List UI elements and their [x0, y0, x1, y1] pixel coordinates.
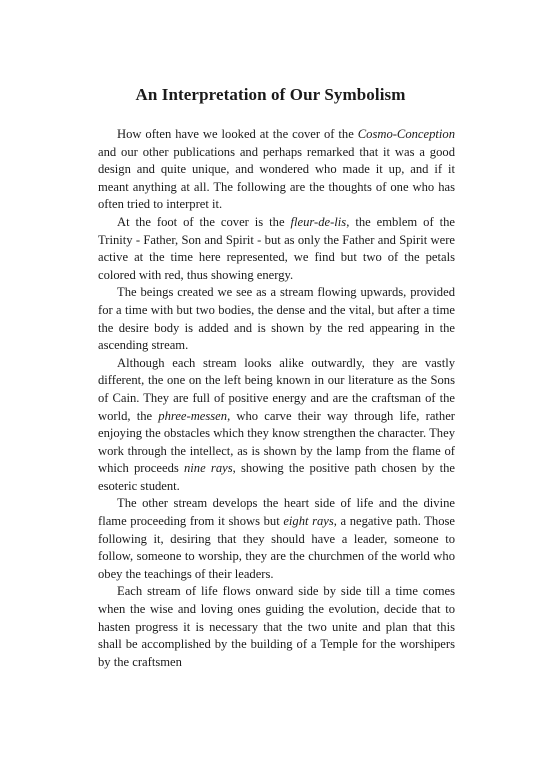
text-run: , showing the positive path chosen by the esoteric student. [98, 461, 455, 493]
italic-text: Cosmo-Conception [357, 127, 455, 141]
paragraph [98, 355, 455, 496]
page-title: An Interpretation of Our Symbolism [135, 85, 406, 104]
article-body [98, 126, 455, 671]
italic-text: eight rays [283, 514, 334, 529]
text-run: The other stream develops the heart side of life and the divine flame proceeding from it shows but [98, 496, 455, 529]
text-run: , who carve their way through life, rather enjoying the obstacles which they know strengthen the character. They work through the intellect, as is shown by the lamp from the flame of which proceeds [98, 408, 455, 476]
text-run: How often have we looked at the cover of the [117, 127, 358, 141]
paragraph [98, 214, 455, 284]
paragraph [98, 284, 455, 354]
text-run: The beings created we see as a stream flowing upwards, provided for a time with but two bodies, the dense and the vital, but after a time the desire body is added and is shown by the red appearing in the ascending stream. [98, 285, 455, 353]
italic-text: phree-messen [158, 408, 228, 423]
paragraph [98, 583, 455, 671]
paragraph [98, 495, 455, 583]
text-run: Each stream of life flows onward side by side till a time comes when the wise and loving ones guiding the evolution, decide that to hasten progress it is necessary that the two unite and plan that this shall be accomplished by the building of a Temple for the worshipers by the craftsmen [98, 584, 455, 669]
text-run: , a negative path. Those following it, desiring that they should have a leader, someone to follow, someone to worship, they are the churchmen of the world who obey the teachings of their leaders. [98, 514, 455, 581]
italic-text: fleur-de-lis [290, 214, 347, 229]
text-run: At the foot of the cover is the [117, 214, 291, 229]
text-run: Although each stream looks alike outwardly, they are vastly different, the one on the left being known in our literature as the Sons of Cain. They are full of positive energy and are the craftsman of the world, the [98, 355, 455, 423]
text-run: , the emblem of the Trinity - Father, Son and Spirit - but as only the Father and Spirit were active at the time here represented, we find but two of the petals colored with red, thus showing energy. [98, 214, 455, 282]
text-run: and our other publications and perhaps remarked that it was a good design and quite unique, and wondered who made it up, and if it meant anything at all. The following are the thoughts of one who has often tried to interpret it. [98, 144, 455, 212]
paragraph [98, 126, 455, 214]
italic-text: nine rays [184, 461, 233, 476]
